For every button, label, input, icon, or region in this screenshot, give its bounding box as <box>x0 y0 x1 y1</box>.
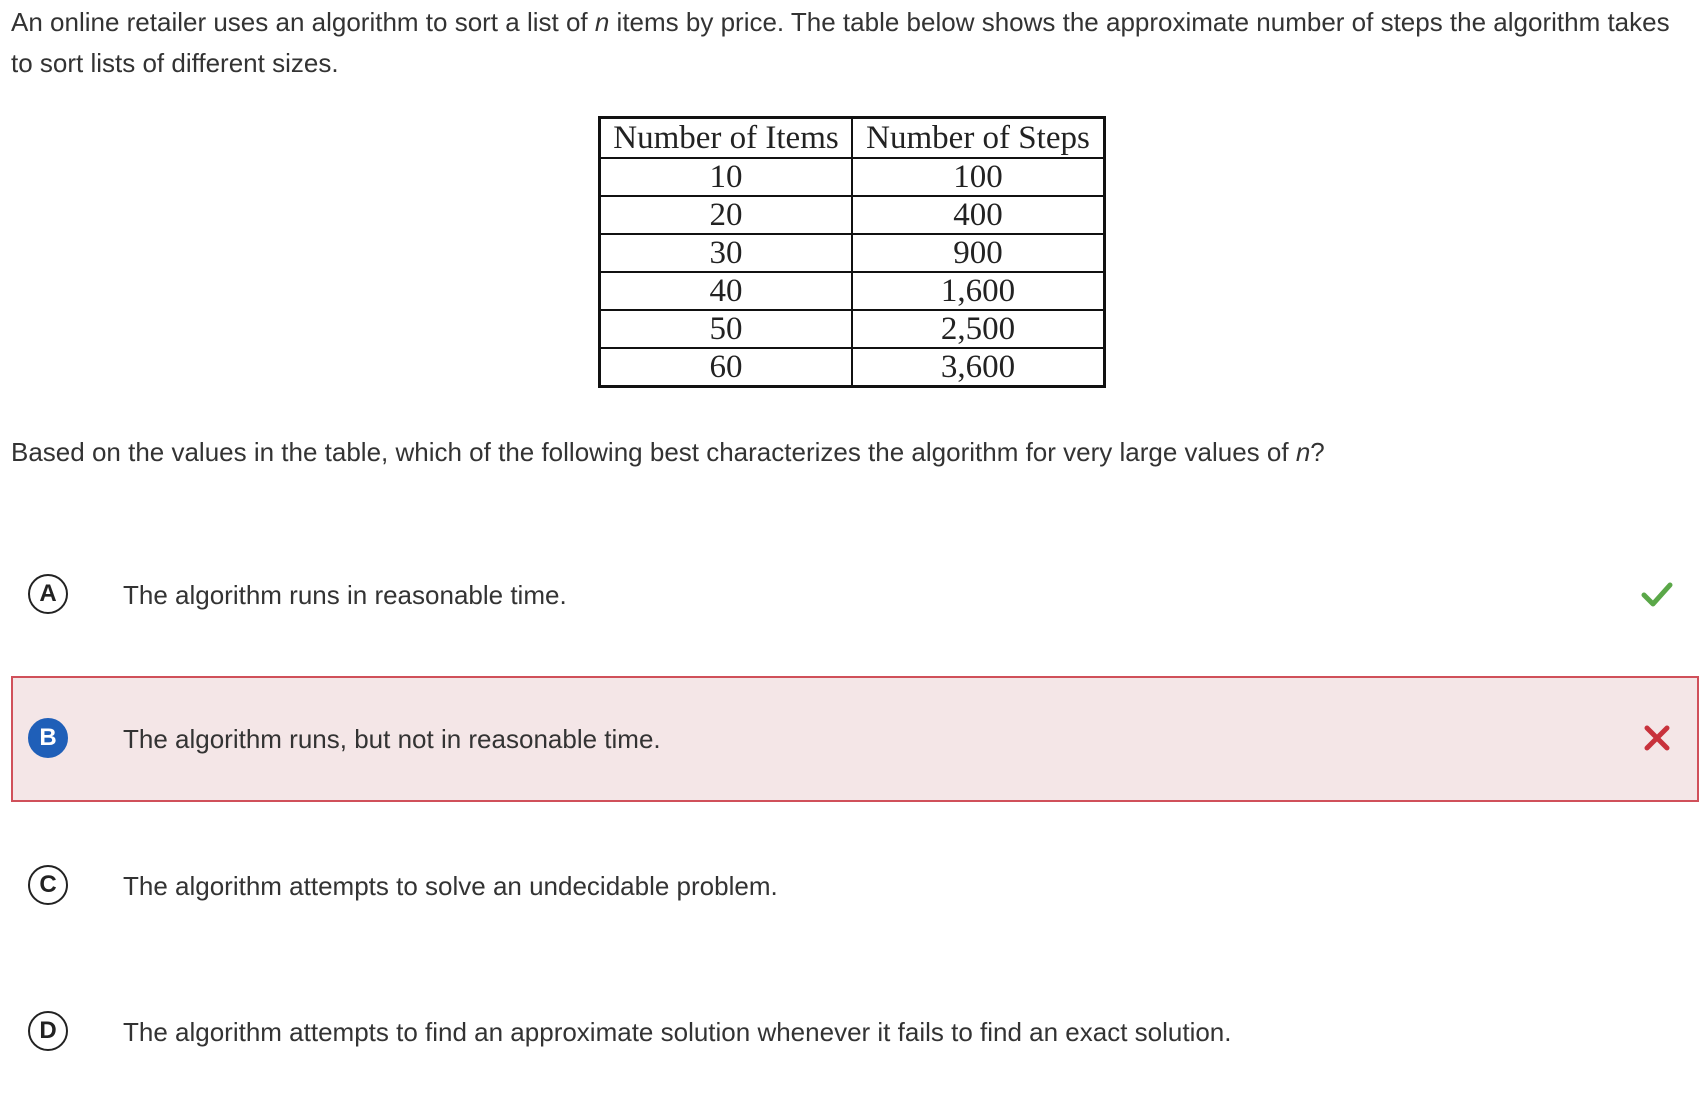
choice-letter-a[interactable]: A <box>28 574 68 614</box>
question-text-2: ? <box>1310 437 1325 467</box>
choice-text-b: The algorithm runs, but not in reasonable time. <box>123 724 661 754</box>
choice-text-c: The algorithm attempts to solve an undecidable problem. <box>123 871 778 901</box>
answer-choice-a[interactable] <box>11 532 1699 658</box>
check-icon <box>1639 576 1675 612</box>
table-row <box>600 310 1105 348</box>
steps-cell: 100 <box>852 158 1105 196</box>
steps-cell: 2,500 <box>852 310 1105 348</box>
choice-text-d: The algorithm attempts to find an approximate solution whenever it fails to find an exact solution. <box>123 1017 1232 1047</box>
items-cell: 30 <box>600 234 853 272</box>
steps-cell: 3,600 <box>852 348 1105 387</box>
items-steps-table <box>598 116 1106 388</box>
answer-choice-c[interactable] <box>11 823 1699 949</box>
steps-cell: 1,600 <box>852 272 1105 310</box>
items-cell: 10 <box>600 158 853 196</box>
answer-choice-b[interactable] <box>11 676 1699 802</box>
question-variable-n: n <box>1295 437 1311 467</box>
items-cell: 50 <box>600 310 853 348</box>
stem-variable-n: n <box>594 7 610 37</box>
header-number-of-items: Number of Items <box>600 118 853 159</box>
table-header-row <box>600 118 1105 159</box>
question-text-1: Based on the values in the table, which of the following best characterizes the algorithm for very large values of <box>11 437 1296 467</box>
table-row <box>600 348 1105 387</box>
items-cell: 40 <box>600 272 853 310</box>
stem-text-2: items by price. The table below shows the approximate number of steps the algorithm takes to sort lists of different sizes. <box>11 7 1670 78</box>
table-row <box>600 196 1105 234</box>
choice-letter-d[interactable]: D <box>28 1011 68 1051</box>
answer-choice-d[interactable] <box>11 969 1699 1095</box>
items-cell: 60 <box>600 348 853 387</box>
question-prompt <box>11 432 1325 472</box>
items-cell: 20 <box>600 196 853 234</box>
choice-letter-b[interactable]: B <box>28 718 68 758</box>
table-row <box>600 158 1105 196</box>
stem-text-1: An online retailer uses an algorithm to sort a list of <box>11 7 595 37</box>
data-table-container <box>598 116 1106 388</box>
steps-cell: 400 <box>852 196 1105 234</box>
question-stem <box>11 2 1671 84</box>
table-row <box>600 272 1105 310</box>
close-icon <box>1639 720 1675 756</box>
header-number-of-steps: Number of Steps <box>852 118 1105 159</box>
choice-letter-c[interactable]: C <box>28 865 68 905</box>
choice-text-a: The algorithm runs in reasonable time. <box>123 580 567 610</box>
table-row <box>600 234 1105 272</box>
steps-cell: 900 <box>852 234 1105 272</box>
